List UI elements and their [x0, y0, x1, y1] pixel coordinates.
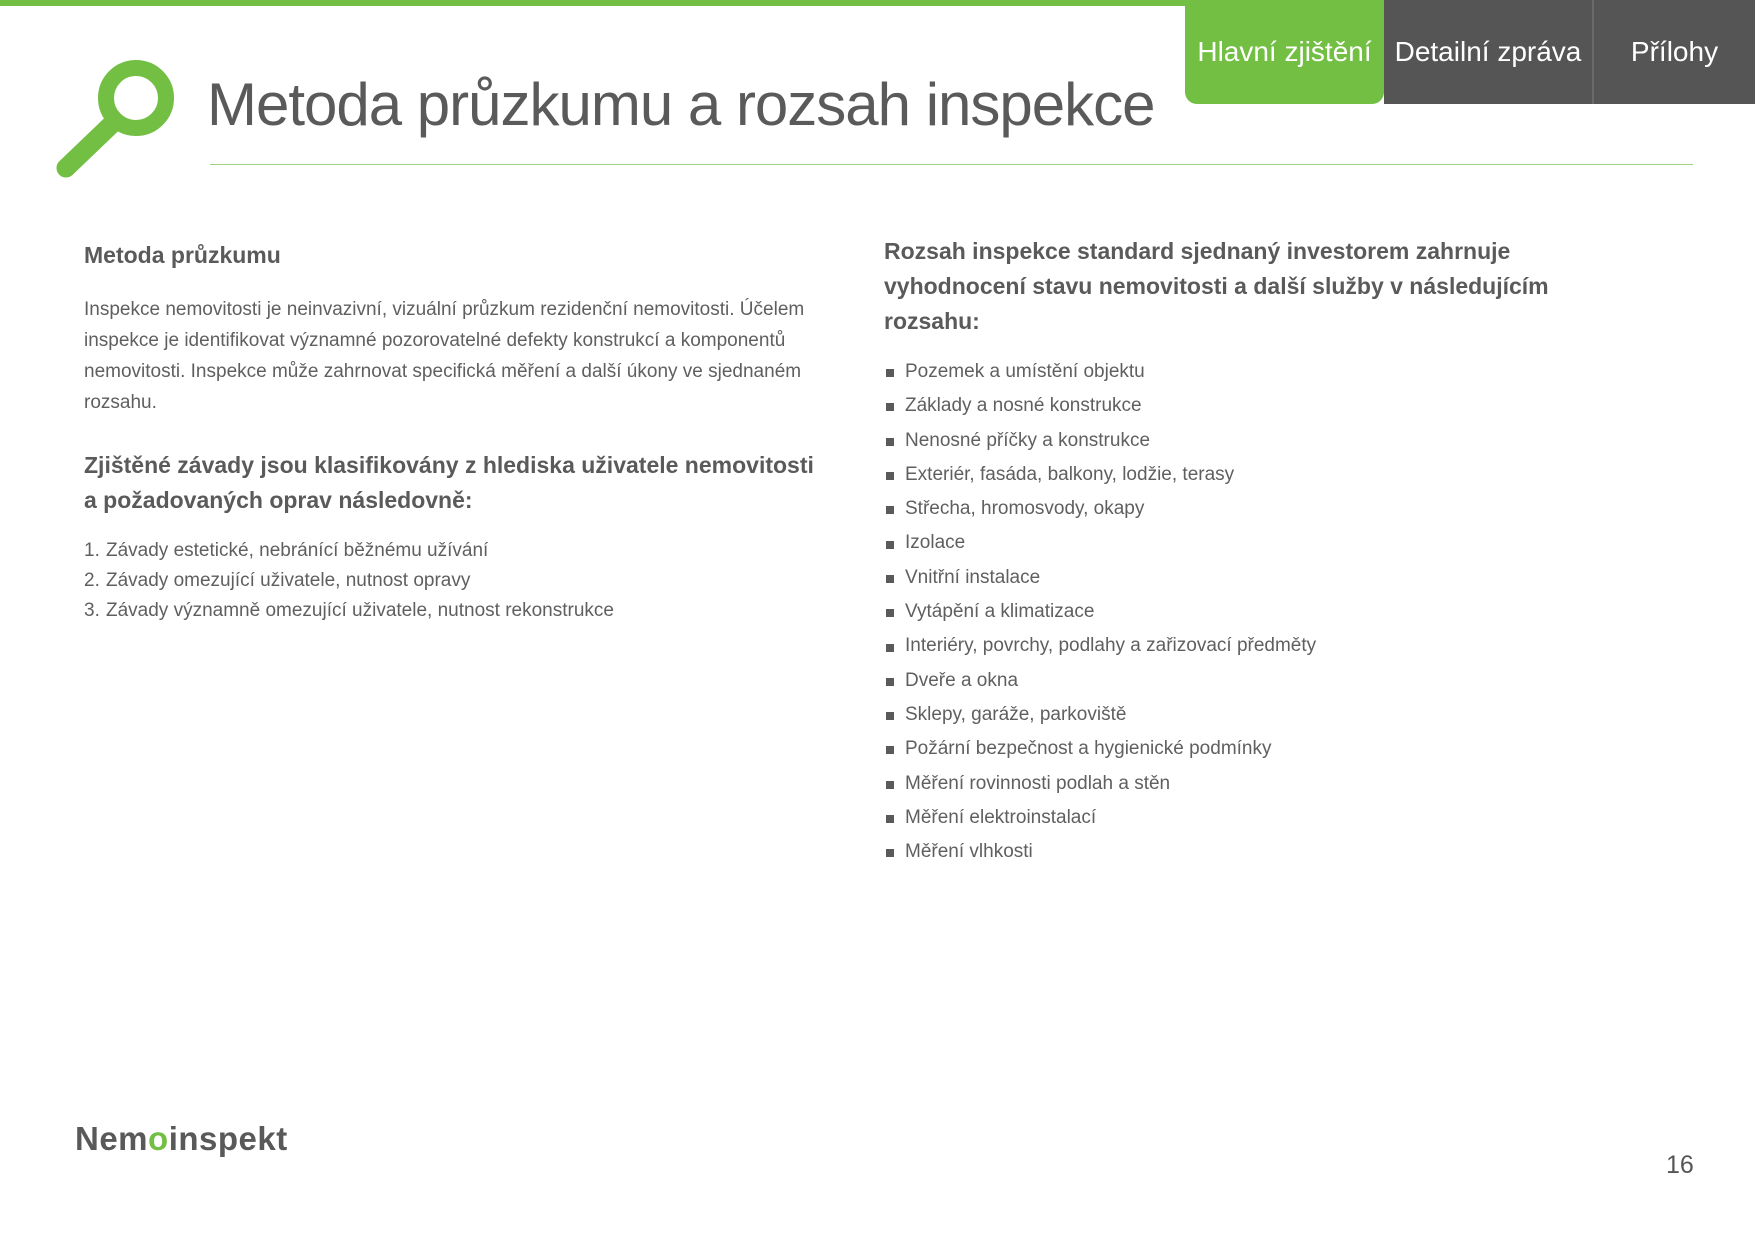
section-tabs — [1185, 0, 1755, 104]
defects-heading: Zjištěné závady jsou klasifikovány z hlediska uživatele nemovitosti a požadovaných oprav následovně: — [84, 452, 814, 513]
square-bullet-icon — [886, 849, 894, 857]
tab-detailni-zprava[interactable]: Detailní zpráva — [1384, 0, 1594, 104]
square-bullet-icon — [886, 644, 894, 652]
method-section — [84, 238, 824, 626]
square-bullet-icon — [886, 506, 894, 514]
list-item: Interiéry, povrchy, podlahy a zařizovací předměty — [884, 629, 1644, 663]
brand-logo: Nemoinspekt — [75, 1120, 288, 1157]
square-bullet-icon — [886, 575, 894, 583]
magnifier-icon — [56, 56, 184, 180]
list-item: Dveře a okna — [884, 664, 1644, 698]
list-item: Základy a nosné konstrukce — [884, 389, 1644, 423]
square-bullet-icon — [886, 746, 894, 754]
page-number: 16 — [1666, 1151, 1694, 1179]
list-item: Měření rovinnosti podlah a stěn — [884, 767, 1644, 801]
square-bullet-icon — [886, 678, 894, 686]
defect-list — [84, 536, 824, 626]
square-bullet-icon — [886, 541, 894, 549]
list-item: Exteriér, fasáda, balkony, lodžie, terasy — [884, 458, 1644, 492]
square-bullet-icon — [886, 609, 894, 617]
scope-heading: Rozsah inspekce standard sjednaný investorem zahrnuje vyhodnocení stavu nemovitosti a další služby v následujícím rozsahu: — [884, 238, 1549, 334]
square-bullet-icon — [886, 815, 894, 823]
list-item: Střecha, hromosvody, okapy — [884, 492, 1644, 526]
square-bullet-icon — [886, 438, 894, 446]
square-bullet-icon — [886, 403, 894, 411]
square-bullet-icon — [886, 781, 894, 789]
list-item: Izolace — [884, 526, 1644, 560]
tab-hlavni-zjisteni[interactable]: Hlavní zjištění — [1185, 0, 1384, 104]
square-bullet-icon — [886, 712, 894, 720]
list-item: 3. Závady významně omezující uživatele, nutnost rekonstrukce — [84, 600, 614, 621]
tab-prilohy[interactable]: Přílohy — [1594, 0, 1755, 104]
method-paragraph: Inspekce nemovitosti je neinvazivní, vizuální průzkum rezidenční nemovitosti. Účelem inspekce je identifikovat významné pozorovatelné defekty konstrukcí a komponentů nemovitosti. Inspekce může zahrnovat specifická měření a další úkony ve sjednaném rozsahu. — [84, 299, 805, 413]
list-item: Vytápění a klimatizace — [884, 595, 1644, 629]
list-item: Vnitřní instalace — [884, 561, 1644, 595]
list-item: Měření vlhkosti — [884, 835, 1644, 869]
list-item: Sklepy, garáže, parkoviště — [884, 698, 1644, 732]
list-item: Nenosné příčky a konstrukce — [884, 424, 1644, 458]
scope-list — [884, 355, 1644, 869]
list-item: 2. Závady omezující uživatele, nutnost opravy — [84, 570, 471, 591]
method-heading: Metoda průzkumu — [84, 242, 281, 268]
list-item: Pozemek a umístění objektu — [884, 355, 1644, 389]
list-item: Měření elektroinstalací — [884, 801, 1644, 835]
list-item: Požární bezpečnost a hygienické podmínky — [884, 732, 1644, 766]
scope-section — [884, 234, 1644, 869]
list-item: 1. Závady estetické, nebránící běžnému užívání — [84, 540, 489, 561]
square-bullet-icon — [886, 369, 894, 377]
page-title: Metoda průzkumu a rozsah inspekce — [207, 71, 1155, 138]
top-accent-line — [0, 0, 1185, 6]
title-divider — [210, 164, 1693, 165]
square-bullet-icon — [886, 472, 894, 480]
